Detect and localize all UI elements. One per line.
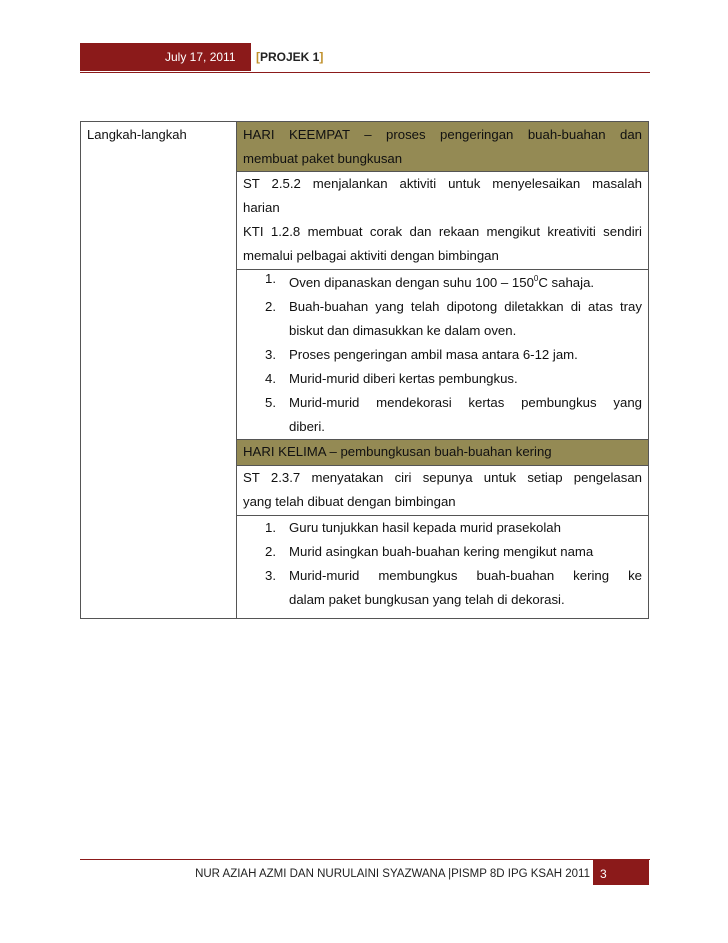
header-rule: [80, 72, 650, 73]
page-header: [0, 0, 728, 80]
left-column-label: Langkah-langkah: [87, 127, 187, 142]
header-separator: [250, 43, 251, 71]
day5-title-cell: [237, 440, 648, 466]
project-name: PROJEK 1: [260, 50, 320, 64]
day5-st-cell: [237, 466, 648, 516]
day4-st-cell: [237, 172, 648, 220]
list-item: 4. Murid-murid diberi kertas pembungkus.: [265, 371, 518, 386]
list-item: 2. Buah-buahan yang telah dipotong diletakkan di atas tray biskut dan dimasukkan ke dalam oven.: [265, 299, 642, 338]
day5-st-line1: ST 2.3.7 menyatakan ciri sepunya untuk setiap pengelasan: [243, 470, 642, 485]
bracket-close: ]: [319, 50, 324, 64]
day4-st-line1: ST 2.5.2 menjalankan aktiviti untuk menyelesaikan masalah: [243, 176, 642, 191]
day5-steps-cell: [237, 516, 648, 618]
list-item: 1. Oven dipanaskan dengan suhu $100 - 150^0C$ sahaja.: [265, 271, 595, 290]
day4-kti-cell: [237, 220, 648, 270]
list-item: 2. Murid asingkan buah-buahan kering mengikut nama: [265, 544, 594, 559]
day5-title: HARI KELIMA – pembungkusan buah-buahan kering: [243, 444, 552, 459]
list-item: 3. Proses pengeringan ambil masa antara 6-12 jam.: [265, 347, 578, 362]
bracket-open: [: [256, 50, 260, 64]
header-project-title: [256, 46, 323, 68]
day4-steps-cell: [237, 270, 648, 440]
footer-authors: NUR AZIAH AZMI DAN NURULAINI SYAZWANA |PISMP 8D IPG KSAH 2011: [195, 868, 590, 880]
day4-steps-list: [243, 267, 642, 439]
footer-rule: [80, 859, 650, 860]
day4-st-line2: harian: [243, 200, 280, 215]
left-column: [81, 122, 237, 618]
day4-title-cell: [237, 122, 648, 172]
list-item: 5. Murid-murid mendekorasi kertas pembungkus yang diberi.: [265, 395, 642, 434]
day4-kti-line1: KTI 1.2.8 membuat corak dan rekaan mengikut kreativiti sendiri: [243, 224, 642, 239]
day4-title-line2: membuat paket bungkusan: [243, 151, 403, 166]
page-number: 3: [600, 867, 607, 881]
day4-title-line1: HARI KEEMPAT – proses pengeringan buah-buahan dan: [243, 127, 642, 142]
list-item: 1. Guru tunjukkan hasil kepada murid prasekolah: [265, 520, 561, 535]
day5-st-line2: yang telah dibuat dengan bimbingan: [243, 494, 456, 509]
steps-table: [80, 121, 649, 619]
day5-steps-list: [243, 516, 642, 612]
list-item: 3. Murid-murid membungkus buah-buahan kering ke dalam paket bungkusan yang telah di dekorasi.: [265, 568, 642, 607]
header-date: July 17, 2011: [165, 50, 236, 64]
day4-kti-line2: memalui pelbagai aktiviti dengan bimbingan: [243, 248, 499, 263]
